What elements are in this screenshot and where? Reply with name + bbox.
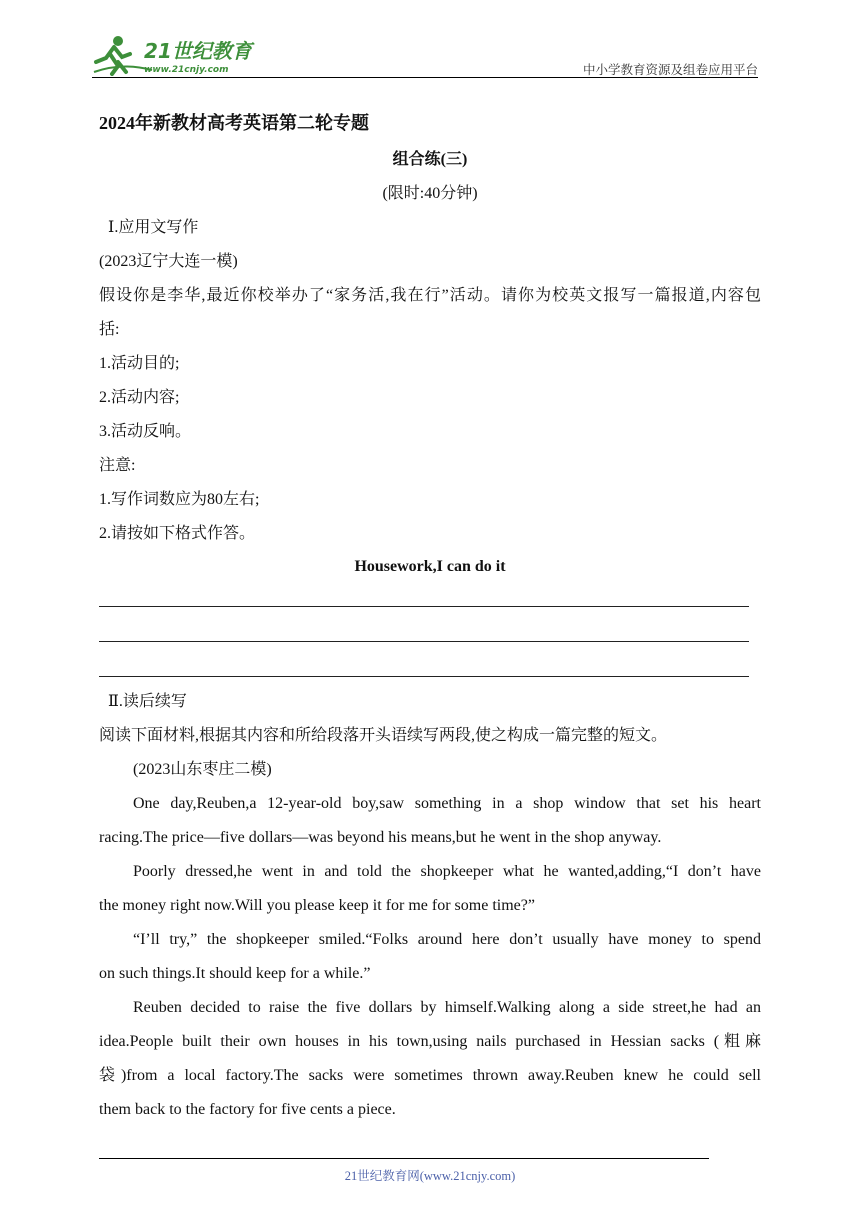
passage-p4-line1: Reuben decided to raise the five dollars by himself.Walking along a side street,he had an bbox=[133, 999, 761, 1016]
section1-prompt-line1: 假设你是李华,最近你校举办了“家务活,我在行”活动。请你为校英文报写一篇报道,内容包 bbox=[99, 287, 761, 304]
section1-prompt-line2: 括: bbox=[99, 321, 120, 338]
passage-p4-line3: 袋)from a local factory.The sacks were sometimes thrown away.Reuben knew he could sell bbox=[99, 1067, 761, 1084]
section1-heading: Ⅰ.应用文写作 bbox=[108, 219, 199, 236]
content-item-2: 2.活动内容; bbox=[99, 389, 180, 406]
section2-heading: Ⅱ.读后续写 bbox=[108, 693, 187, 710]
note-item-2: 2.请按如下格式作答。 bbox=[99, 525, 256, 542]
doc-title: 2024年新教材高考英语第二轮专题 bbox=[99, 113, 369, 133]
note-item-1: 1.写作词数应为80左右; bbox=[99, 491, 260, 508]
content-item-1: 1.活动目的; bbox=[99, 355, 180, 372]
footer-divider bbox=[99, 1158, 709, 1159]
header-platform-text: 中小学教育资源及组卷应用平台 bbox=[582, 62, 758, 77]
answer-line[interactable] bbox=[99, 676, 749, 677]
answer-line[interactable] bbox=[99, 606, 749, 607]
passage-p1-line2: racing.The price—five dollars—was beyond his means,but he went in the shop anyway. bbox=[99, 829, 662, 846]
svg-text:21世纪教育: 21世纪教育 bbox=[144, 39, 252, 63]
section2-source: (2023山东枣庄二模) bbox=[133, 761, 272, 778]
section2-instruction: 阅读下面材料,根据其内容和所给段落开头语续写两段,使之构成一篇完整的短文。 bbox=[99, 727, 668, 744]
page-header bbox=[92, 30, 758, 78]
content-item-3: 3.活动反响。 bbox=[99, 423, 192, 440]
passage-p1-line1: One day,Reuben,a 12-year-old boy,saw something in a shop window that set his heart bbox=[133, 795, 761, 812]
header-divider bbox=[92, 77, 758, 78]
passage-p2-line2: the money right now.Will you please keep it for me for some time?” bbox=[99, 897, 535, 914]
passage-p4-line2: idea.People built their own houses in his town,using nails purchased in Hessian sacks (粗麻 bbox=[99, 1033, 761, 1050]
essay-title: Housework,I can do it bbox=[354, 558, 506, 575]
passage-p3-line1: “I’ll try,” the shopkeeper smiled.“Folks around here don’t usually have money to spend bbox=[133, 931, 761, 948]
passage-p3-line2: on such things.It should keep for a while.” bbox=[99, 965, 371, 982]
passage-p4-line4: them back to the factory for five cents a piece. bbox=[99, 1101, 396, 1118]
time-limit: (限时:40分钟) bbox=[382, 185, 478, 202]
section1-source: (2023辽宁大连一模) bbox=[99, 253, 238, 270]
answer-line[interactable] bbox=[99, 641, 749, 642]
svg-text:www.21cnjy.com: www.21cnjy.com bbox=[144, 65, 229, 75]
footer-link[interactable]: 21世纪教育网(www.21cnjy.com) bbox=[344, 1169, 516, 1183]
site-logo bbox=[92, 32, 262, 76]
doc-subtitle: 组合练(三) bbox=[392, 151, 468, 168]
passage-p2-line1: Poorly dressed,he went in and told the shopkeeper what he wanted,adding,“I don’t have bbox=[133, 863, 761, 880]
note-label: 注意: bbox=[99, 457, 136, 474]
